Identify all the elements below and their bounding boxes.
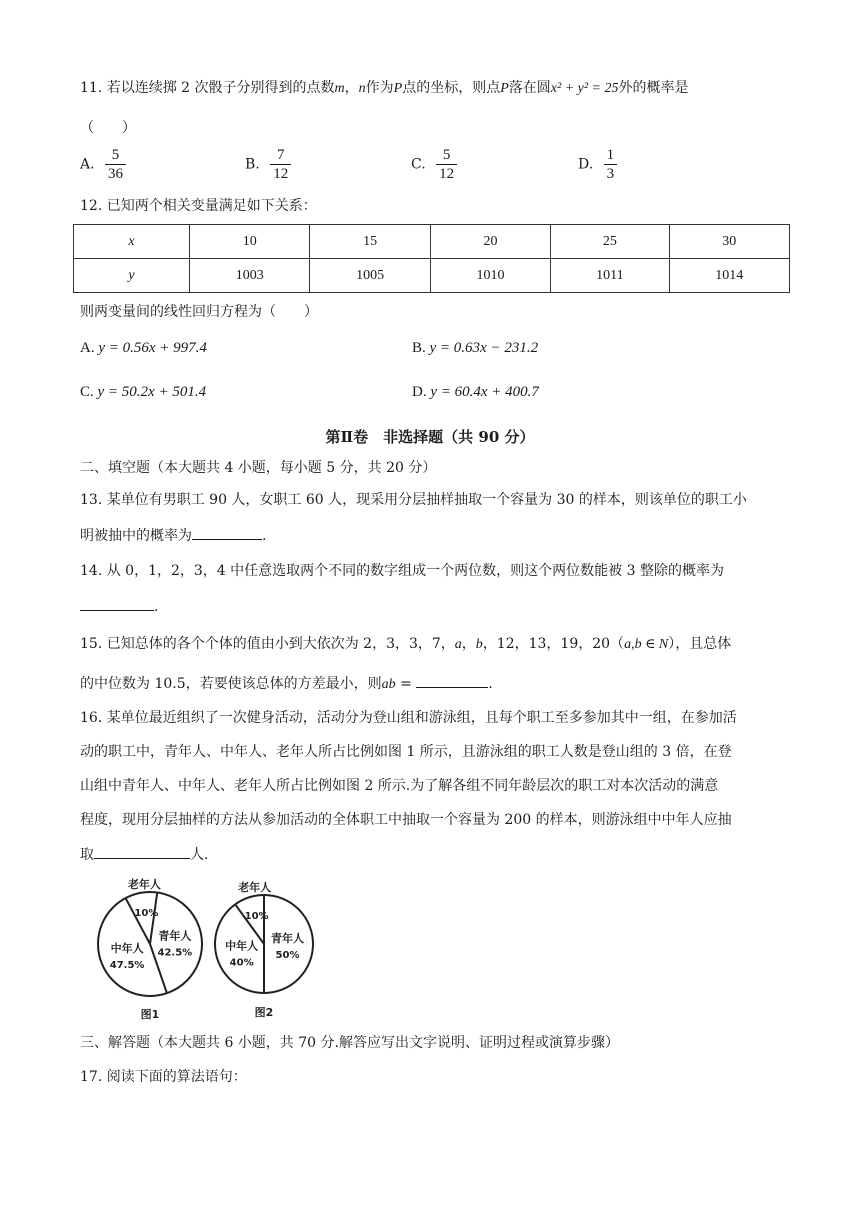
pie-label-elderly: 老年人 xyxy=(238,881,272,894)
circle-equation: x² + y² = 25 xyxy=(550,81,619,96)
option-label: C. xyxy=(411,156,426,173)
table-cell: 1011 xyxy=(551,259,669,293)
pie-caption: 图1 xyxy=(140,1008,160,1021)
table-header-cell: y xyxy=(74,259,190,293)
q13-text: 明被抽中的概率为 xyxy=(80,528,192,544)
q12-question: 则两变量间的线性回归方程为（ ） xyxy=(80,304,318,320)
table-cell: 20 xyxy=(430,225,550,259)
q15-text-c: ），且总体 xyxy=(668,636,732,652)
numerator: 5 xyxy=(436,146,457,165)
q11-text-e: 外的概率是 xyxy=(618,80,689,96)
table-cell: 30 xyxy=(669,225,789,259)
q12-option-c[interactable] xyxy=(80,384,206,401)
q16-line5 xyxy=(80,844,208,865)
q15-end: . xyxy=(488,676,493,692)
q15-text-b: ，12，13，19，20（ xyxy=(482,636,625,652)
q11-comma: ， xyxy=(344,80,359,96)
table-header-cell: x xyxy=(74,225,190,259)
option-equation: y = 50.2x + 501.4 xyxy=(97,384,207,400)
q16-line2: 动的职工中，青年人、中年人、老年人所占比例如图 1 所示，且游泳组的职工人数是登山组的 3 倍，在登 xyxy=(80,744,732,760)
q13-line2 xyxy=(80,525,266,546)
q13-line1: 13. 某单位有男职工 90 人，女职工 60 人，现采用分层抽样抽取一个容量为 30 的样本，则该单位的职工小 xyxy=(80,492,747,508)
table-cell: 25 xyxy=(551,225,669,259)
q13-end: . xyxy=(262,528,267,544)
q12-intro: 12. 已知两个相关变量满足如下关系： xyxy=(80,198,317,214)
q17-line1: 17. 阅读下面的算法语句： xyxy=(80,1069,247,1085)
pie-value-elderly: 10% xyxy=(134,908,159,920)
pie-value: 40% xyxy=(229,957,254,969)
q14-line2 xyxy=(80,596,158,617)
q16-line3: 山组中青年人、中年人、老年人所占比例如图 2 所示.为了解各组不同年龄层次的职工对本次活动的满意 xyxy=(80,778,719,794)
pie-charts xyxy=(80,872,330,1022)
q11-option-c[interactable] xyxy=(411,146,457,183)
pie-value: 50% xyxy=(275,950,300,961)
pie-label: 青年人 xyxy=(158,929,192,943)
table-row-x xyxy=(74,225,790,259)
q12-option-a[interactable] xyxy=(80,340,207,357)
option-label: A. xyxy=(80,156,95,173)
denominator: 3 xyxy=(606,166,615,182)
pie-label: 中年人 xyxy=(110,941,144,955)
table-cell: 1005 xyxy=(310,259,430,293)
table-cell: 10 xyxy=(190,225,310,259)
pie-chart-2 xyxy=(215,880,313,1019)
q15-text2: 的中位数为 10.5，若要使该总体的方差最小，则 xyxy=(80,676,382,692)
table-cell: 1003 xyxy=(190,259,310,293)
q15-text: 15. 已知总体的各个个体的值由小到大依次为 2，3，3，7， xyxy=(80,636,455,652)
var-a: a xyxy=(454,637,462,652)
section3-heading: 三、解答题（本大题共 6 小题，共 70 分.解答应写出文字说明、证明过程或演算步骤） xyxy=(80,1035,619,1051)
answer-blank[interactable] xyxy=(94,844,190,859)
option-label: A. xyxy=(80,340,95,356)
pie-chart-1 xyxy=(98,877,202,1021)
q11-text-d: 落在圆 xyxy=(508,80,551,96)
table-cell: 15 xyxy=(310,225,430,259)
q11-text: 11. 若以连续掷 2 次骰子分别得到的点数 xyxy=(80,80,335,96)
pie-label: 青年人 xyxy=(271,932,305,945)
numerator: 5 xyxy=(105,146,126,165)
numerator: 7 xyxy=(270,146,291,165)
var-b: b xyxy=(475,637,483,652)
pie-label: 中年人 xyxy=(225,939,259,953)
fraction xyxy=(270,146,291,183)
option-label: C. xyxy=(80,384,94,400)
pie-label-elderly: 老年人 xyxy=(127,878,161,891)
table-cell: 1014 xyxy=(669,259,789,293)
answer-blank[interactable] xyxy=(192,525,262,540)
q11-text-c: 点的坐标，则点 xyxy=(402,80,501,96)
pie-value: 42.5% xyxy=(157,947,193,959)
condition: a,b ∈ N xyxy=(624,637,669,652)
q15-sep: ， xyxy=(461,636,476,652)
answer-blank[interactable] xyxy=(416,673,488,688)
q11-text-b: 作为 xyxy=(365,80,394,96)
q16-end: 人. xyxy=(190,847,209,863)
fraction xyxy=(105,146,126,183)
var-p: P xyxy=(393,81,403,96)
numerator: 1 xyxy=(604,146,618,165)
var-ab: ab xyxy=(381,677,396,692)
option-label: D. xyxy=(412,384,427,400)
option-equation: y = 0.56x + 997.4 xyxy=(98,340,207,356)
q14-line1: 14. 从 0，1，2，3，4 中任意选取两个不同的数字组成一个两位数，则这个两位数能被 3 整除的概率为 xyxy=(80,563,724,579)
q11-paren: （ ） xyxy=(80,120,136,136)
q11-option-d[interactable] xyxy=(578,146,617,183)
pie-value-elderly: 10% xyxy=(244,911,269,923)
q12-option-b[interactable] xyxy=(412,340,538,357)
pie-value: 47.5% xyxy=(109,959,145,971)
section2-title: 第Ⅱ卷 非选择题（共 90 分） xyxy=(325,428,535,446)
table-row-y xyxy=(74,259,790,293)
q15-line2 xyxy=(80,673,493,695)
option-equation: y = 60.4x + 400.7 xyxy=(430,384,539,400)
q15-line1 xyxy=(80,634,731,655)
q12-table xyxy=(73,224,790,293)
q11-stem xyxy=(80,78,689,99)
fill-heading: 二、填空题（本大题共 4 小题，每小题 5 分，共 20 分） xyxy=(80,460,437,476)
table-cell: 1010 xyxy=(430,259,550,293)
equals-sign: = xyxy=(395,676,417,692)
denominator: 12 xyxy=(439,166,455,182)
var-m: m xyxy=(334,81,345,96)
fraction xyxy=(604,146,618,183)
q16-text: 取 xyxy=(80,847,94,863)
q14-end: . xyxy=(154,599,159,615)
option-label: D. xyxy=(578,156,594,173)
q16-line4: 程度，现用分层抽样的方法从参加活动的全体职工中抽取一个容量为 200 的样本，则游泳组中中年人应抽 xyxy=(80,812,732,828)
option-equation: y = 0.63x − 231.2 xyxy=(429,340,539,356)
var-p2: P xyxy=(500,81,509,96)
q11-option-b[interactable] xyxy=(245,146,291,183)
q11-option-a[interactable] xyxy=(80,146,126,183)
q16-line1: 16. 某单位最近组织了一次健身活动，活动分为登山组和游泳组，且每个职工至多参加其中一组，在参加活 xyxy=(80,710,737,726)
option-label: B. xyxy=(412,340,426,356)
pie-caption: 图2 xyxy=(254,1006,274,1019)
option-label: B. xyxy=(245,156,260,173)
denominator: 12 xyxy=(273,166,289,182)
var-n: n xyxy=(358,81,366,96)
answer-blank[interactable] xyxy=(80,596,154,611)
q12-option-d[interactable] xyxy=(412,384,539,401)
fraction xyxy=(436,146,457,183)
denominator: 36 xyxy=(108,166,124,182)
